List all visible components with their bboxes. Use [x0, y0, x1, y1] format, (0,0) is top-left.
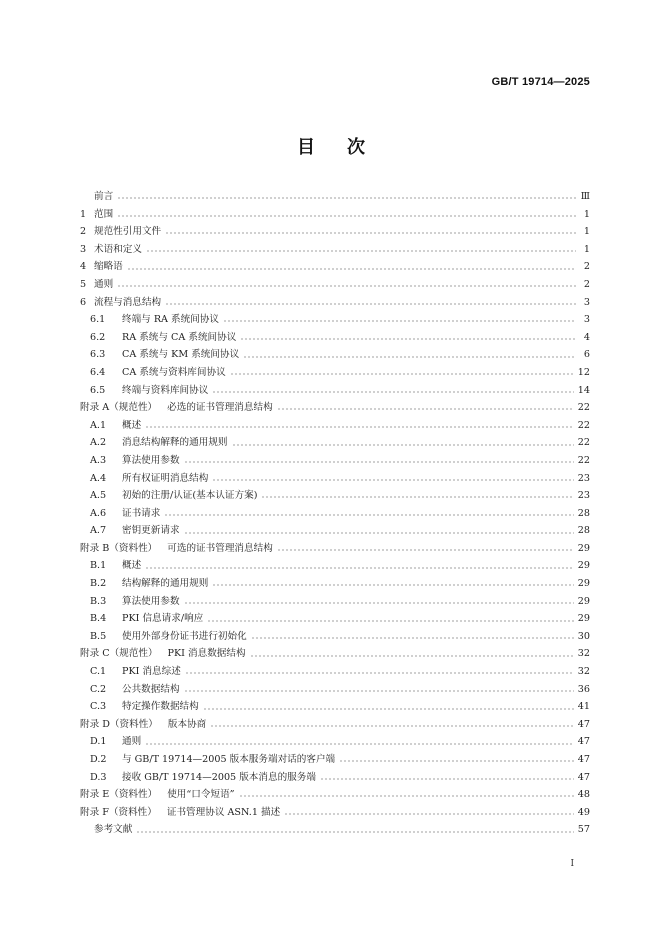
- dot-leader: [184, 602, 574, 604]
- toc-entry-number: 6.1: [90, 314, 106, 326]
- toc-entry[interactable]: [80, 821, 590, 839]
- toc-entry-page: 22: [577, 402, 590, 414]
- toc-entry-number: 附录 E（资料性）: [80, 789, 158, 801]
- dot-leader: [243, 356, 576, 358]
- dot-leader: [212, 391, 573, 393]
- toc-entry[interactable]: [80, 698, 590, 716]
- toc-entry-number: B.4: [90, 613, 107, 625]
- toc-entry-label: 通则: [122, 736, 142, 748]
- toc-entry-label: 范围: [94, 208, 114, 220]
- toc-entry-label: 概述: [122, 560, 142, 572]
- toc-entry[interactable]: [80, 628, 590, 646]
- toc-entry-page: 29: [577, 542, 590, 554]
- toc-entry[interactable]: [80, 188, 590, 206]
- toc-entry-number: 2: [80, 226, 87, 238]
- toc-entry-page: 47: [577, 718, 590, 730]
- toc-entry[interactable]: [80, 399, 590, 417]
- dot-leader: [277, 408, 574, 410]
- toc-entry-page: 6: [583, 349, 590, 361]
- toc-entry[interactable]: [80, 769, 590, 787]
- toc-entry-page: 41: [577, 701, 590, 713]
- toc-entry[interactable]: [80, 258, 590, 276]
- toc-entry-number: 6.2: [90, 331, 106, 343]
- toc-entry-label: 与 GB/T 19714—2005 版本服务端对话的客户端: [122, 754, 336, 765]
- toc-entry-label: PKI 消息数据结构: [167, 648, 246, 660]
- toc-entry[interactable]: [80, 434, 590, 452]
- toc-entry-label: 版本协商: [167, 718, 207, 730]
- toc-entry-number: B.5: [90, 630, 107, 642]
- dot-leader: [146, 250, 576, 252]
- toc-entry[interactable]: [80, 241, 590, 259]
- toc-entry-label: 术语和定义: [94, 243, 142, 255]
- toc-entry[interactable]: [80, 716, 590, 734]
- dot-leader: [339, 760, 574, 762]
- toc-entry-page: 49: [577, 806, 590, 818]
- dot-leader: [117, 197, 576, 199]
- toc-entry-label: 概述: [122, 419, 142, 431]
- toc-entry[interactable]: [80, 452, 590, 470]
- toc-entry-label: 结构解释的通用规则: [122, 578, 209, 590]
- toc-entry[interactable]: [80, 645, 590, 663]
- toc-entry[interactable]: [80, 311, 590, 329]
- toc-entry-label: 所有权证明消息结构: [122, 472, 209, 484]
- dot-leader: [184, 690, 574, 692]
- toc-entry-number: A.1: [90, 419, 107, 431]
- toc-entry-page: 30: [577, 630, 590, 642]
- dot-leader: [223, 320, 576, 322]
- toc-entry-number: A.5: [90, 490, 107, 502]
- toc-entry[interactable]: [80, 417, 590, 435]
- toc-entry-number: C.2: [90, 683, 107, 695]
- toc-entry-page: 14: [577, 384, 590, 396]
- toc-entry-label: 必选的证书管理消息结构: [167, 402, 273, 414]
- toc-entry-number: 5: [80, 278, 87, 290]
- dot-leader: [212, 584, 573, 586]
- toc-entry-number: A.4: [90, 472, 107, 484]
- toc-entry-number: 4: [80, 261, 87, 273]
- dot-leader: [320, 778, 574, 780]
- toc-entry-page: 28: [577, 507, 590, 519]
- toc-entry-label: 缩略语: [94, 261, 123, 273]
- toc-entry[interactable]: [80, 206, 590, 224]
- toc-entry-page: 57: [577, 824, 590, 836]
- standard-number: GB/T 19714—2025: [491, 76, 590, 88]
- dot-leader: [277, 549, 574, 551]
- toc-entry-page: 4: [583, 331, 590, 343]
- table-of-contents: [80, 188, 590, 839]
- dot-leader: [127, 268, 576, 270]
- toc-entry-label: 使用外部身份证书进行初始化: [122, 630, 247, 642]
- dot-leader: [184, 532, 574, 534]
- toc-entry-number: D.1: [90, 736, 107, 748]
- toc-entry-label: 终端与 RA 系统间协议: [122, 314, 220, 326]
- toc-entry-label: 通则: [94, 278, 114, 290]
- dot-leader: [145, 743, 574, 745]
- toc-entry-page: 22: [577, 454, 590, 466]
- dot-leader: [165, 232, 576, 234]
- toc-entry-page: 47: [577, 754, 590, 765]
- toc-entry-page: 29: [577, 595, 590, 607]
- dot-leader: [239, 795, 574, 797]
- toc-entry-label: 终端与资料库间协议: [122, 384, 209, 396]
- toc-entry-number: 6: [80, 296, 87, 308]
- dot-leader: [145, 567, 574, 569]
- toc-entry-page: 3: [583, 314, 590, 326]
- dot-leader: [251, 637, 574, 639]
- dot-leader: [230, 373, 574, 375]
- toc-entry-label: 接收 GB/T 19714—2005 版本消息的服务端: [122, 771, 316, 783]
- toc-entry-page: 22: [577, 419, 590, 431]
- dot-leader: [207, 620, 574, 622]
- toc-entry[interactable]: [80, 329, 590, 347]
- toc-entry-number: 1: [80, 208, 87, 220]
- toc-entry-number: A.2: [90, 437, 107, 449]
- toc-entry-page: 1: [583, 208, 590, 220]
- toc-entry-label: 密钥更新请求: [122, 525, 180, 537]
- dot-leader: [145, 426, 574, 428]
- toc-entry-page: 47: [577, 736, 590, 748]
- toc-entry-page: 23: [577, 490, 590, 502]
- toc-entry-page: 3: [583, 296, 590, 308]
- toc-entry-page: 29: [577, 578, 590, 590]
- toc-entry[interactable]: [80, 593, 590, 611]
- toc-entry[interactable]: [80, 557, 590, 575]
- toc-entry-page: 28: [577, 525, 590, 537]
- toc-entry[interactable]: [80, 364, 590, 382]
- toc-entry[interactable]: [80, 663, 590, 681]
- toc-entry-number: 附录 D（资料性）: [80, 718, 158, 730]
- toc-entry[interactable]: [80, 733, 590, 751]
- toc-entry-page: 22: [577, 437, 590, 449]
- toc-entry[interactable]: [80, 487, 590, 505]
- toc-entry-number: 附录 B（资料性）: [80, 542, 158, 554]
- toc-entry-page: 29: [577, 613, 590, 625]
- dot-leader: [284, 813, 574, 815]
- toc-entry-number: 6.3: [90, 349, 106, 361]
- toc-entry-page: 48: [577, 789, 590, 801]
- dot-leader: [117, 285, 576, 287]
- toc-entry-page: Ⅲ: [580, 191, 590, 202]
- toc-entry-label: 使用“口令短语”: [167, 789, 235, 801]
- toc-entry-page: 29: [577, 560, 590, 572]
- toc-entry-number: 6.4: [90, 366, 106, 378]
- toc-entry[interactable]: [80, 804, 590, 822]
- dot-leader: [203, 708, 574, 710]
- toc-entry-label: RA 系统与 CA 系统间协议: [122, 331, 237, 343]
- toc-entry-page: 47: [577, 771, 590, 783]
- toc-entry-label: 特定操作数据结构: [122, 701, 199, 713]
- dot-leader: [136, 831, 573, 833]
- toc-entry-label: 可选的证书管理消息结构: [167, 542, 273, 554]
- toc-entry-number: C.3: [90, 701, 107, 713]
- toc-entry-label: 证书请求: [122, 507, 161, 519]
- toc-entry-number: 附录 A（规范性）: [80, 402, 158, 414]
- toc-entry-page: 32: [577, 648, 590, 660]
- toc-entry-page: 32: [577, 666, 590, 678]
- toc-entry[interactable]: [80, 751, 590, 769]
- dot-leader: [250, 655, 574, 657]
- toc-entry-label: 算法使用参数: [122, 454, 180, 466]
- toc-entry[interactable]: [80, 294, 590, 312]
- toc-entry-number: 附录 F（资料性）: [80, 806, 157, 818]
- toc-entry[interactable]: [80, 786, 590, 804]
- toc-entry-label: 参考文献: [94, 824, 133, 836]
- toc-entry-number: A.7: [90, 525, 107, 537]
- dot-leader: [261, 496, 573, 498]
- toc-entry[interactable]: [80, 575, 590, 593]
- toc-entry-label: 消息结构解释的通用规则: [122, 437, 228, 449]
- toc-entry-number: D.3: [90, 771, 107, 783]
- toc-entry[interactable]: [80, 223, 590, 241]
- toc-entry-label: CA 系统与 KM 系统间协议: [122, 349, 240, 361]
- toc-entry[interactable]: [80, 610, 590, 628]
- toc-entry-page: 12: [577, 366, 590, 378]
- toc-entry-page: 1: [583, 243, 590, 255]
- toc-entry-number: 3: [80, 243, 87, 255]
- toc-entry-label: 初始的注册/认证(基本认证方案): [122, 490, 258, 502]
- dot-leader: [232, 444, 574, 446]
- page-number: I: [570, 859, 574, 869]
- toc-entry-page: 2: [583, 261, 590, 273]
- dot-leader: [164, 514, 573, 516]
- toc-entry-label: 公共数据结构: [122, 683, 180, 695]
- dot-leader: [117, 215, 576, 217]
- dot-leader: [240, 338, 576, 340]
- toc-entry-page: 1: [583, 226, 590, 238]
- toc-entry-number: C.1: [90, 666, 107, 678]
- toc-entry-label: 流程与消息结构: [94, 296, 162, 308]
- toc-entry[interactable]: [80, 382, 590, 400]
- toc-entry[interactable]: [80, 522, 590, 540]
- toc-entry-number: B.3: [90, 595, 107, 607]
- toc-entry-label: CA 系统与资料库间协议: [122, 366, 226, 378]
- toc-entry-label: 算法使用参数: [122, 595, 180, 607]
- toc-entry-label: PKI 信息请求/响应: [122, 613, 204, 625]
- toc-entry[interactable]: [80, 681, 590, 699]
- dot-leader: [185, 672, 574, 674]
- toc-entry[interactable]: [80, 540, 590, 558]
- toc-entry-page: 2: [583, 278, 590, 290]
- dot-leader: [210, 725, 574, 727]
- toc-entry-number: B.2: [90, 578, 107, 590]
- toc-entry[interactable]: [80, 346, 590, 364]
- toc-entry-label: PKI 消息综述: [122, 666, 181, 678]
- toc-entry-label: 前言: [94, 191, 114, 202]
- toc-entry-number: 附录 C（规范性）: [80, 648, 158, 660]
- toc-entry-number: 6.5: [90, 384, 106, 396]
- toc-entry[interactable]: [80, 470, 590, 488]
- dot-leader: [184, 461, 574, 463]
- page-title: 目次: [297, 137, 397, 158]
- toc-entry[interactable]: [80, 276, 590, 294]
- toc-entry[interactable]: [80, 505, 590, 523]
- toc-entry-number: D.2: [90, 754, 107, 765]
- toc-entry-number: A.6: [90, 507, 107, 519]
- dot-leader: [212, 479, 573, 481]
- toc-entry-label: 证书管理协议 ASN.1 描述: [166, 806, 281, 818]
- toc-entry-number: B.1: [90, 560, 107, 572]
- toc-entry-page: 23: [577, 472, 590, 484]
- toc-entry-label: 规范性引用文件: [94, 226, 162, 238]
- toc-entry-page: 36: [577, 683, 590, 695]
- dot-leader: [165, 303, 576, 305]
- toc-entry-number: A.3: [90, 454, 107, 466]
